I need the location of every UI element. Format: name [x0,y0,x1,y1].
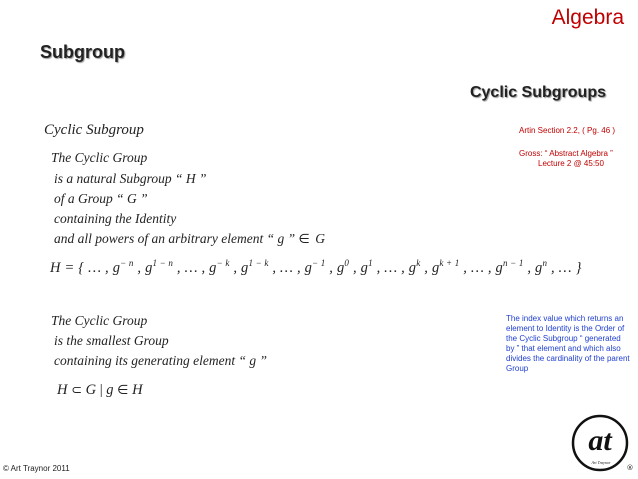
reference-lecture: Lecture 2 @ 45:50 [538,159,604,168]
formula-exponent: n [542,258,548,268]
formula-part: H = { … , g [50,259,121,276]
formula-part: , g [523,259,543,276]
formula-exponent: 1 − n [152,258,174,268]
formula-part: , g [325,259,345,276]
such-that-bar: | [99,382,103,398]
statement-line-3: containing its generating element “ g ” [54,353,267,368]
definition-line-3: of a Group “ G ” [54,191,148,206]
logo-mark: at [588,424,612,457]
formula-part: , g [420,259,440,276]
formula-exponent: k [416,258,421,268]
member-symbol: ∈ [117,383,129,398]
formula-part: , g [229,259,249,276]
copyright-notice: © Art Traynor 2011 [3,464,70,473]
formula-part: , g [349,259,369,276]
cyclic-group-formula [50,258,582,277]
registered-icon: ® [626,464,634,472]
set-g: G [85,382,97,398]
topic-title: Subgroup [40,42,125,62]
formula-exponent: 1 − k [248,258,269,268]
order-note: The index value which returns an element to Identity is the Order of the Cyclic Subgroup “ generated by ” that element and which also divides the cardinality of the parent Group [506,314,630,373]
formula-part: , … , g [459,259,503,276]
section-title: Algebra [551,6,624,29]
formula-part: , … , g [173,259,217,276]
formula-exponent: 1 [368,258,373,268]
subtopic-title: Cyclic Subgroups [469,84,606,101]
definition-line-2: is a natural Subgroup “ H ” [54,171,207,186]
logo-signature: Art Traynor [591,460,611,465]
element-of-symbol: ∈ [298,232,310,247]
slide-heading: Cyclic Subgroup [44,122,144,138]
formula-part: , … } [547,259,582,276]
formula-part: , … , g [372,259,417,276]
formula-part: , … , g [268,259,313,276]
reference-artin: Artin Section 2.2, ( Pg. 46 ) [519,126,616,135]
definition-line-1: The Cyclic Group [51,150,148,165]
group-g-symbol: G [315,231,325,246]
statement-line-1: The Cyclic Group [51,313,148,328]
formula-part: , g [133,259,153,276]
formula-exponent: 0 [344,258,350,268]
formula-exponent: − n [120,258,134,268]
set-h: H [57,382,68,398]
subset-symbol: ⊂ [71,383,83,398]
formula-exponent: − 1 [312,258,326,268]
formula-exponent: k + 1 [439,258,460,268]
element-g: g [106,382,114,398]
statement-line-2: is the smallest Group [54,333,169,348]
art-traynor-logo [570,412,636,474]
formula-exponent: n − 1 [502,258,524,268]
definition-line-4: containing the Identity [54,211,177,226]
reference-gross: Gross: “ Abstract Algebra ” [519,149,613,158]
subset-relation [57,382,143,399]
definition-line-5 [54,231,325,247]
definition-line-5-text: and all powers of an arbitrary element “ g ” [54,231,296,246]
formula-exponent: − k [216,258,230,268]
set-h-2: H [132,382,143,398]
